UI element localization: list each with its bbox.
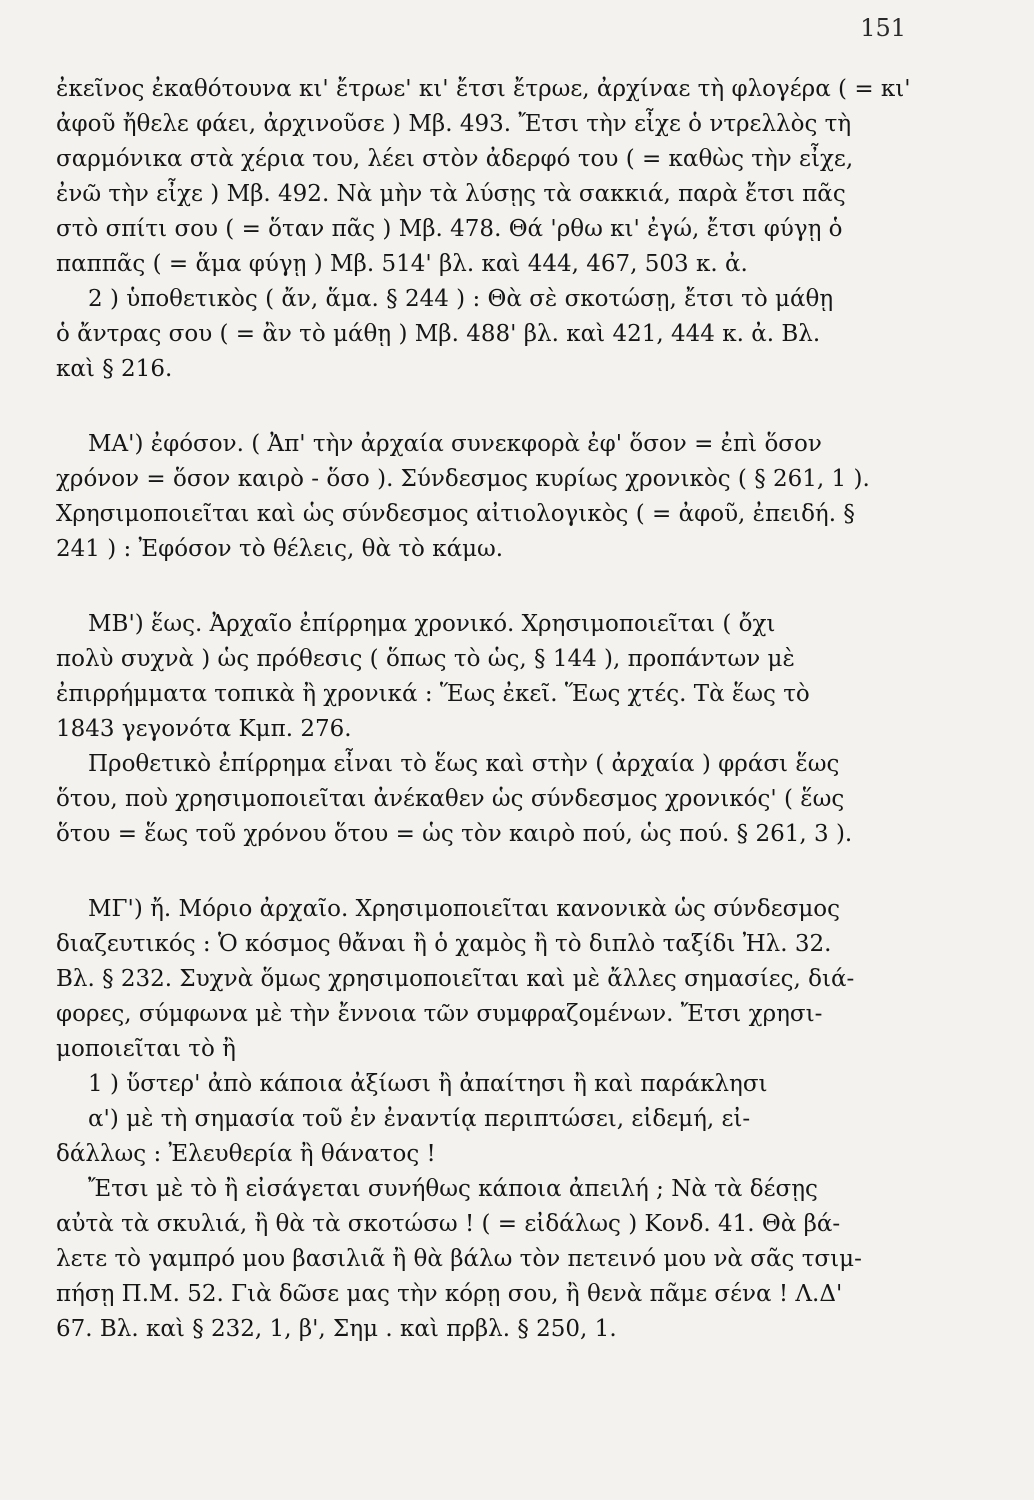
text-line: 241 ) : Ἐφόσον τὸ θέλεις, θὰ τὸ κάμω. <box>56 536 504 562</box>
text-line: Προθετικὸ ἐπίρρημα εἶναι τὸ ἕως καὶ στὴν ( ἀρχαία ) φράσι ἕως <box>88 751 840 777</box>
text-line: ἐπιρρήμματα τοπικὰ ἢ χρονικά : Ἕως ἐκεῖ. Ἕως χτές. Τὰ ἕως τὸ <box>56 681 810 707</box>
text-line: δάλλως : Ἐλευθερία ἢ θάνατος ! <box>56 1141 436 1167</box>
text-line: 1 ) ὕστερ' ἀπὸ κάποια ἀξίωσι ἢ ἀπαίτησι ἢ καὶ παράκλησι <box>88 1071 768 1097</box>
paragraph-threat-examples <box>56 1172 936 1347</box>
text-line: ἐκεῖνος ἐκαθότουνα κι' ἔτρωε' κι' ἔτσι ἔτρωε, ἀρχίναε τὴ φλογέρα ( = κι' <box>56 76 911 102</box>
text-line: σαρμόνικα στὰ χέρια του, λέει στὸν ἀδερφό του ( = καθὼς τὴν εἶχε, <box>56 146 854 172</box>
text-line: αὐτὰ τὰ σκυλιά, ἢ θὰ τὰ σκοτώσω ! ( = εἰδάλως ) Κονδ. 41. Θὰ βά- <box>56 1211 841 1237</box>
text-line: ΜΒ') ἕως. Ἀρχαῖο ἐπίρρημα χρονικό. Χρησιμοποιεῖται ( ὄχι <box>88 611 776 637</box>
section-gap <box>56 852 936 892</box>
text-line: ΜΓ') ἤ. Μόριο ἀρχαῖο. Χρησιμοποιεῖται κανονικὰ ὡς σύνδεσμος <box>88 896 841 922</box>
text-line: ὁ ἄντρας σου ( = ἂν τὸ μάθῃ ) Μβ. 488' βλ. καὶ 421, 444 κ. ἀ. Βλ. <box>56 321 821 347</box>
paragraph-eos-otou <box>56 747 936 852</box>
text-line: ἀφοῦ ἤθελε φάει, ἀρχινοῦσε ) Μβ. 493. Ἔτσι τὴν εἶχε ὁ ντρελλὸς τὴ <box>56 111 852 137</box>
text-line: 2 ) ὑποθετικὸς ( ἄν, ἅμα. § 244 ) : Θὰ σὲ σκοτώσῃ, ἔτσι τὸ μάθῃ <box>88 286 834 312</box>
text-line: πήσῃ Π.Μ. 52. Γιὰ δῶσε μας τὴν κόρῃ σου, ἢ θενὰ πᾶμε σένα ! Λ.Δ' <box>56 1281 843 1307</box>
section-gap <box>56 387 936 427</box>
text-line: ὅτου, ποὺ χρησιμοποιεῖται ἀνέκαθεν ὡς σύνδεσμος χρονικός' ( ἕως <box>56 786 845 812</box>
text-line: 67. Βλ. καὶ § 232, 1, β', Σημ . καὶ πρβλ. § 250, 1. <box>56 1316 617 1342</box>
text-line: παππᾶς ( = ἅμα φύγῃ ) Μβ. 514' βλ. καὶ 444, 467, 503 κ. ἀ. <box>56 251 748 277</box>
subsection-1 <box>56 1067 936 1102</box>
paragraph-etsi-examples <box>56 72 936 282</box>
text-line: ὅτου = ἕως τοῦ χρόνου ὅτου = ὡς τὸν καιρὸ πού, ὡς πού. § 261, 3 ). <box>56 821 853 847</box>
subsection-alpha <box>56 1102 936 1172</box>
section-gap <box>56 567 936 607</box>
text-line: α') μὲ τὴ σημασία τοῦ ἐν ἐναντίᾳ περιπτώσει, εἰδεμή, εἰ- <box>88 1106 751 1132</box>
text-line: Βλ. § 232. Συχνὰ ὅμως χρησιμοποιεῖται καὶ μὲ ἄλλες σημασίες, διά- <box>56 966 855 992</box>
text-line: μοποιεῖται τὸ ἢ <box>56 1036 236 1062</box>
section-mg-i <box>56 892 936 1067</box>
text-line: στὸ σπίτι σου ( = ὅταν πᾶς ) Μβ. 478. Θά 'ρθω κι' ἐγώ, ἔτσι φύγῃ ὁ <box>56 216 843 242</box>
text-line: Ἔτσι μὲ τὸ ἢ εἰσάγεται συνήθως κάποια ἀπειλή ; Νὰ τὰ δέσῃς <box>88 1176 818 1202</box>
text-line: ΜΑ') ἐφόσον. ( Ἀπ' τὴν ἀρχαία συνεκφορὰ ἐφ' ὅσον = ἐπὶ ὅσον <box>88 431 822 457</box>
text-line: διαζευτικός : Ὁ κόσμος θἄναι ἢ ὁ χαμὸς ἢ τὸ διπλὸ ταξίδι Ἠλ. 32. <box>56 931 832 957</box>
page-number: 151 <box>860 14 906 42</box>
text-line: Χρησιμοποιεῖται καὶ ὡς σύνδεσμος αἰτιολογικὸς ( = ἀφοῦ, ἐπειδή. § <box>56 501 855 527</box>
text-line: λετε τὸ γαμπρό μου βασιλιᾶ ἢ θὰ βάλω τὸν πετεινό μου νὰ σᾶς τσιμ- <box>56 1246 862 1272</box>
text-line: ἐνῶ τὴν εἶχε ) Μβ. 492. Νὰ μὴν τὰ λύσῃς τὰ σακκιά, παρὰ ἔτσι πᾶς <box>56 181 846 207</box>
paragraph-hypothetical <box>56 282 936 387</box>
page-body <box>56 72 936 1347</box>
section-ma-efoson <box>56 427 936 567</box>
text-line: πολὺ συχνὰ ) ὡς πρόθεσις ( ὅπως τὸ ὡς, § 144 ), προπάντων μὲ <box>56 646 795 672</box>
text-line: φορες, σύμφωνα μὲ τὴν ἔννοια τῶν συμφραζομένων. Ἔτσι χρησι- <box>56 1001 823 1027</box>
text-line: 1843 γεγονότα Κμπ. 276. <box>56 716 352 742</box>
section-mb-eos <box>56 607 936 747</box>
text-line: χρόνον = ὅσον καιρὸ - ὅσο ). Σύνδεσμος κυρίως χρονικὸς ( § 261, 1 ). <box>56 466 870 492</box>
text-line: καὶ § 216. <box>56 356 173 382</box>
